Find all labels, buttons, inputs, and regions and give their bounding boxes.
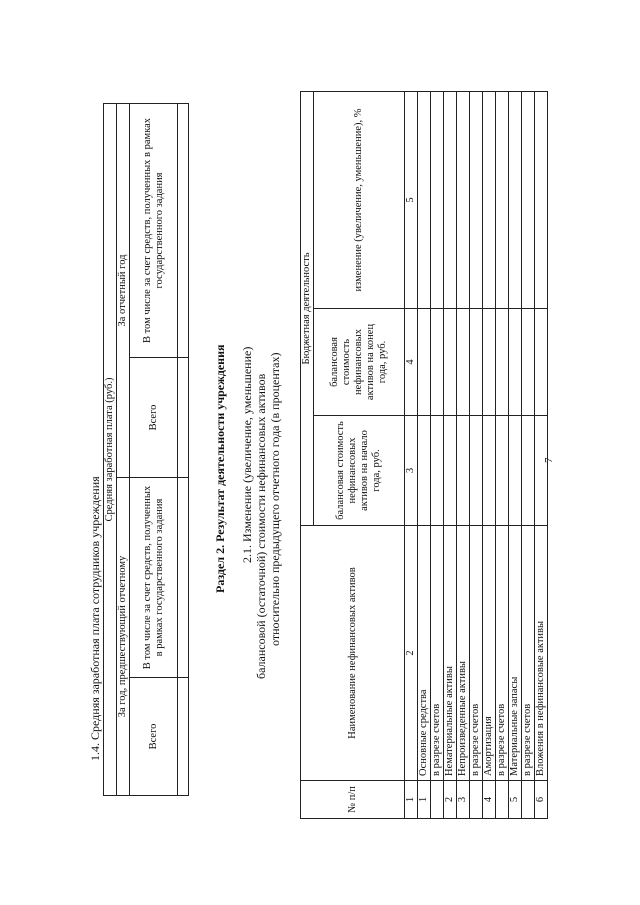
value-cell <box>431 416 444 526</box>
value-cell <box>418 416 431 526</box>
value-cell <box>535 309 548 416</box>
salary-cell <box>178 103 189 357</box>
salary-cell <box>178 478 189 678</box>
prev-including-header: В том числе за счет средств, полученных в рамках государственного задания <box>130 478 178 678</box>
row-num <box>496 781 509 819</box>
value-cell <box>496 416 509 526</box>
subsection-2-1-line2: балансовой (остаточной) стоимости нефинансовых активов <box>254 373 268 679</box>
section-2-title: Раздел 2. Результат деятельности учреждения <box>213 344 227 593</box>
row-num: 4 <box>483 781 496 819</box>
value-cell <box>535 91 548 308</box>
table-row <box>457 91 470 818</box>
row-num: 5 <box>509 781 522 819</box>
value-cell <box>418 309 431 416</box>
salary-cell <box>178 358 189 478</box>
row-num: 3 <box>457 781 470 819</box>
report-total-header: Всего <box>130 358 178 478</box>
assets-table <box>300 91 548 819</box>
value-cell <box>444 91 457 308</box>
value-cell <box>431 309 444 416</box>
col-number: 3 <box>405 416 418 526</box>
value-cell <box>509 309 522 416</box>
table-row <box>470 91 483 818</box>
value-cell <box>470 309 483 416</box>
table-row <box>496 91 509 818</box>
table-row <box>483 91 496 818</box>
value-cell <box>470 91 483 308</box>
row-name: в разрезе счетов <box>470 526 483 781</box>
section-1-4-title: 1.4. Средняя заработная плата сотрудников учреждения <box>88 476 102 761</box>
row-num: 1 <box>418 781 431 819</box>
value-cell <box>535 416 548 526</box>
row-name: в разрезе счетов <box>431 526 444 781</box>
value-cell <box>457 309 470 416</box>
table-row <box>444 91 457 818</box>
col-number: 2 <box>405 526 418 781</box>
report-year-header: За отчетный год <box>117 103 130 477</box>
row-num: 2 <box>444 781 457 819</box>
budget-header: Бюджетная деятельность <box>301 91 314 525</box>
salary-cell <box>178 678 189 796</box>
num-header: № п/п <box>301 781 405 819</box>
table-row <box>535 91 548 818</box>
value-cell <box>496 309 509 416</box>
page-number: 7 <box>543 457 555 463</box>
start-value-header: балансовая стоимость нефинансовых активов на начало года, руб. <box>314 416 405 526</box>
col-number: 1 <box>405 781 418 819</box>
row-name: Основные средства <box>418 526 431 781</box>
value-cell <box>509 416 522 526</box>
value-cell <box>522 91 535 308</box>
subsection-2-1-line3: относительно предыдущего отчетного года (в процентах) <box>268 352 282 646</box>
col-number: 5 <box>405 91 418 308</box>
value-cell <box>509 91 522 308</box>
row-name: в разрезе счетов <box>522 526 535 781</box>
salary-header: Средняя заработная плата (руб.) <box>104 103 117 795</box>
salary-table <box>103 103 189 796</box>
row-name: Материальные запасы <box>509 526 522 781</box>
value-cell <box>418 91 431 308</box>
table-row <box>431 91 444 818</box>
prev-total-header: Всего <box>130 678 178 796</box>
row-name: в разрезе счетов <box>496 526 509 781</box>
value-cell <box>522 416 535 526</box>
row-name: Нематериальные активы <box>444 526 457 781</box>
row-num <box>522 781 535 819</box>
table-row <box>509 91 522 818</box>
value-cell <box>522 309 535 416</box>
table-row <box>418 91 431 818</box>
value-cell <box>431 91 444 308</box>
name-header: Наименование нефинансовых активов <box>301 526 405 781</box>
value-cell <box>457 416 470 526</box>
change-header: изменение (увеличение, уменьшение), % <box>314 91 405 308</box>
row-name: Непроизведенные активы <box>457 526 470 781</box>
row-num <box>431 781 444 819</box>
row-name: Амортизация <box>483 526 496 781</box>
row-name: Вложения в нефинансовые активы <box>535 526 548 781</box>
value-cell <box>483 309 496 416</box>
subsection-2-1-line1: 2.1. Изменение (увеличение, уменьшение) <box>240 346 254 563</box>
prev-year-header: За год, предшествующий отчетному <box>117 478 130 796</box>
row-num: 6 <box>535 781 548 819</box>
value-cell <box>444 416 457 526</box>
value-cell <box>457 91 470 308</box>
table-row <box>522 91 535 818</box>
value-cell <box>496 91 509 308</box>
end-value-header: балансовая стоимость нефинансовых активов на конец года, руб. <box>314 309 405 416</box>
value-cell <box>483 91 496 308</box>
row-num <box>470 781 483 819</box>
value-cell <box>470 416 483 526</box>
report-including-header: В том числе за счет средств, полученных в рамках государственного задания <box>130 103 178 357</box>
value-cell <box>444 309 457 416</box>
value-cell <box>483 416 496 526</box>
col-number: 4 <box>405 309 418 416</box>
